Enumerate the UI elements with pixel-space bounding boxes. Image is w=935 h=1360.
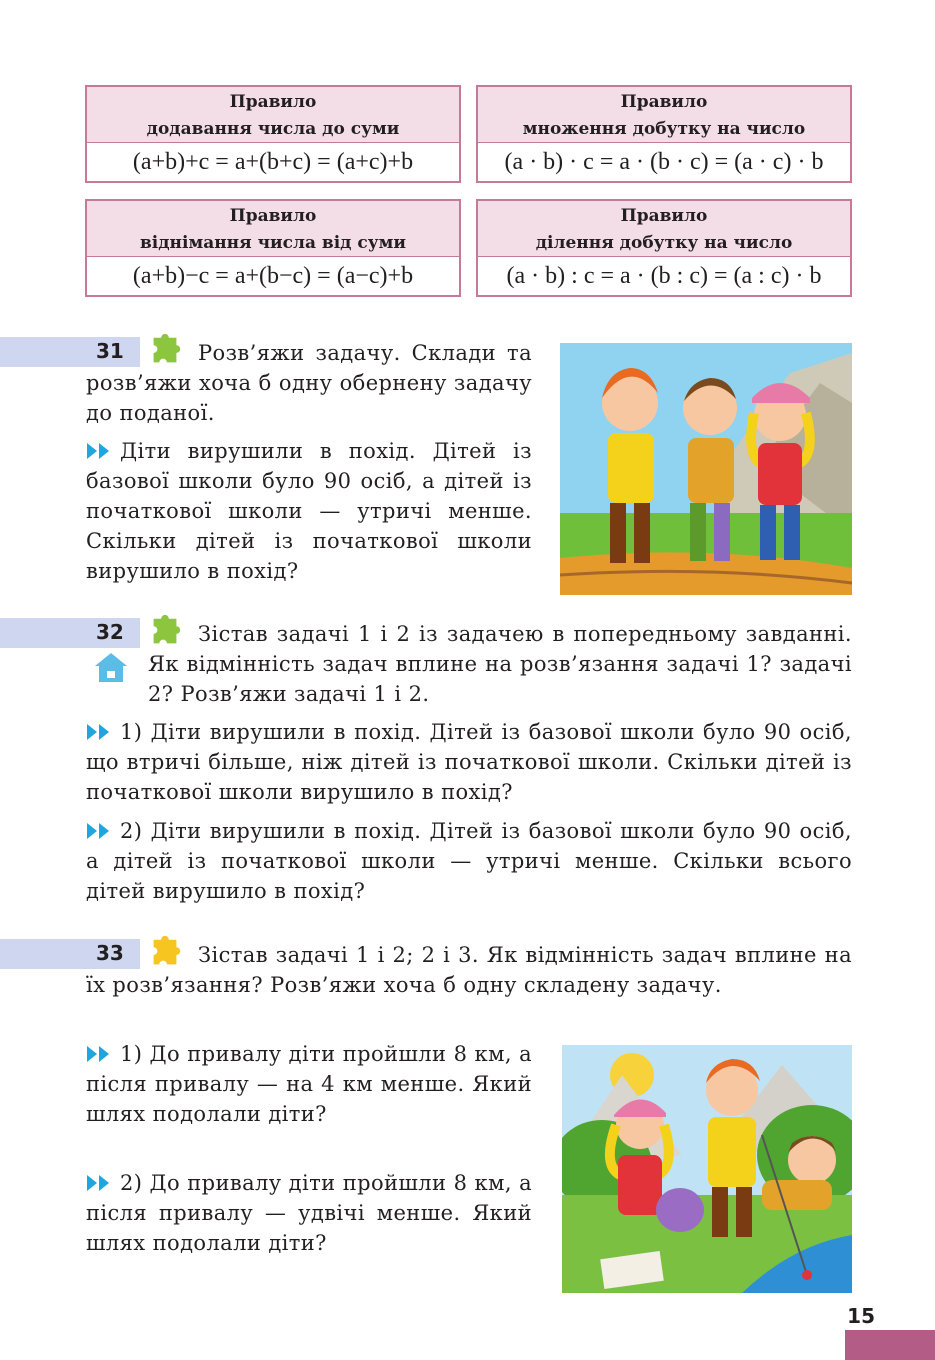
page-corner-tab xyxy=(845,1330,935,1360)
double-arrow-icon xyxy=(86,442,112,460)
double-arrow-icon xyxy=(86,723,112,741)
rule-box-addition xyxy=(85,85,461,183)
hikers-illustration xyxy=(560,343,852,595)
task32-problem-1 xyxy=(86,717,852,807)
task-number-31: 31 xyxy=(96,339,124,363)
home-icon xyxy=(94,651,128,683)
task-number-32: 32 xyxy=(96,620,124,644)
rule-formula: (a · b) : c = a · (b : c) = (a : c) · b xyxy=(506,263,822,289)
task33-problem2-text: 2) До привалу діти пройшли 8 км, а після привалу — удвічі менше. Який шлях подолали діти? xyxy=(86,1171,532,1255)
rule-formula: (a+b)+c = a+(b+c) = (a+c)+b xyxy=(132,149,414,175)
task33-problem1-text: 1) До привалу діти пройшли 8 км, а після привалу — на 4 км менше. Який шлях подолали діти? xyxy=(86,1042,532,1126)
picnic-illustration xyxy=(562,1045,852,1293)
task32-intro xyxy=(148,619,852,709)
rule-header xyxy=(87,87,459,143)
rule-header xyxy=(478,201,850,257)
task33-problem-2 xyxy=(86,1168,532,1258)
task33-problem-1 xyxy=(86,1039,532,1129)
task31-problem xyxy=(86,436,532,586)
rule-subtitle: ділення добутку на число xyxy=(535,233,793,253)
rule-title: Правило xyxy=(229,206,317,226)
double-arrow-icon xyxy=(86,822,112,840)
task31-intro xyxy=(86,338,532,428)
rule-header xyxy=(87,201,459,257)
rule-subtitle: віднімання числа від суми xyxy=(139,233,407,253)
rule-box-multiplication xyxy=(476,85,852,183)
task-number-33: 33 xyxy=(96,941,124,965)
rule-title: Правило xyxy=(620,92,708,112)
task33-intro-text: Зістав задачі 1 і 2; 2 і 3. Як відмінність задач вплине на їх розв’язання? Розв’яжи хоча б одну складену задачу. xyxy=(86,943,852,997)
rule-box-division xyxy=(476,199,852,297)
double-arrow-icon xyxy=(86,1045,112,1063)
task32-problem2-text: 2) Діти вирушили в похід. Дітей із базової школи було 90 осіб, а дітей із початкової школи — утричі менше. Скільки всього дітей вирушило в похід? xyxy=(86,819,852,903)
task32-problem1-text: 1) Діти вирушили в похід. Дітей із базової школи було 90 осіб, що втричі більше, ніж дітей із початкової школи. Скільки дітей із початкової школи вирушило в похід? xyxy=(86,720,852,804)
task31-problem-text: Діти вирушили в похід. Дітей із базової школи було 90 осіб, а дітей із початкової школи — утричі менше. Скільки дітей із початкової школи вирушило в похід? xyxy=(86,439,532,583)
rule-subtitle: множення добутку на число xyxy=(522,119,806,139)
rule-title: Правило xyxy=(620,206,708,226)
task32-problem-2 xyxy=(86,816,852,906)
double-arrow-icon xyxy=(86,1174,112,1192)
rule-subtitle: додавання числа до суми xyxy=(146,119,400,139)
rule-formula: (a · b) · c = a · (b · c) = (a · c) · b xyxy=(504,149,824,175)
task32-intro-text: Зістав задачі 1 і 2 із задачею в попередньому завданні. Як відмінність задач вплине на розв’язання задачі 1? задачі 2? Розв’яжи задачі 1 і 2. xyxy=(148,622,852,706)
page-number: 15 xyxy=(847,1304,875,1328)
rule-formula: (a+b)−c = a+(b−c) = (a−c)+b xyxy=(132,263,414,289)
task31-intro-text: Розв’яжи задачу. Склади та розв’яжи хоча б одну обернену задачу до поданої. xyxy=(86,341,532,425)
rule-header xyxy=(478,87,850,143)
rule-title: Правило xyxy=(229,92,317,112)
task33-intro xyxy=(86,940,852,1000)
rule-box-subtraction xyxy=(85,199,461,297)
